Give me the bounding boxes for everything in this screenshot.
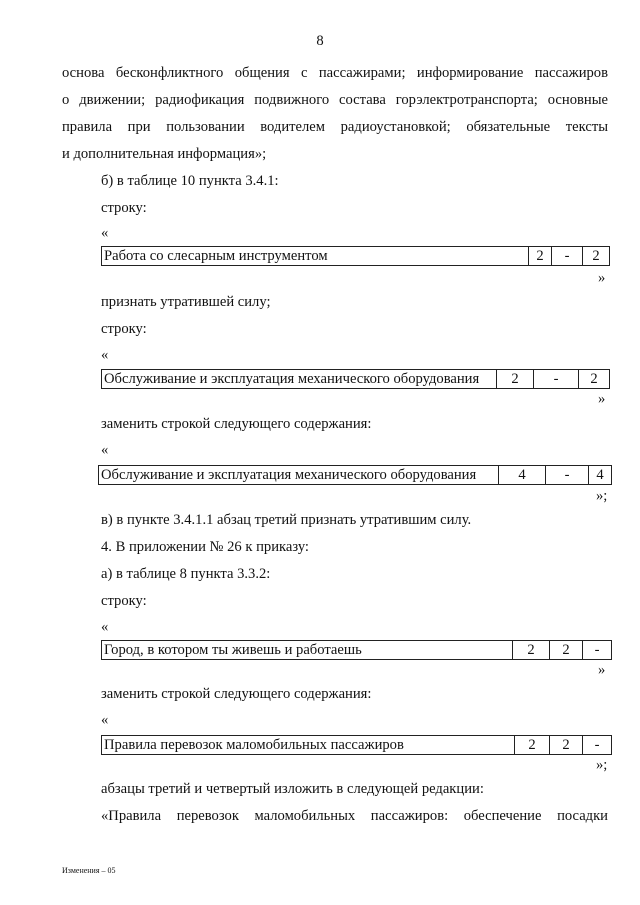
table-row-2 xyxy=(101,369,610,389)
table-row-2-cell-1: 2 xyxy=(496,370,533,388)
table-row-5-cell-2: 2 xyxy=(549,736,582,754)
table-row-2-cell-2: - xyxy=(533,370,578,388)
table-row-2-cell-3: 2 xyxy=(578,370,609,388)
table-row-5 xyxy=(101,735,612,755)
stroku-label-3: строку: xyxy=(101,593,147,609)
quote-open-1: « xyxy=(101,225,109,241)
table-row-3-cell-2: - xyxy=(545,466,588,484)
table-row-3-cell-1: 4 xyxy=(498,466,545,484)
quote-close-1: » xyxy=(598,270,606,286)
quote-open-2: « xyxy=(101,347,109,363)
footer-note: Изменения – 05 xyxy=(62,866,116,875)
intro-line-1: основа бесконфликтного общения с пассажирами; информирование пассажиров xyxy=(62,65,608,81)
stroku-label-1: строку: xyxy=(101,200,147,216)
page-number: 8 xyxy=(316,33,324,49)
table-row-2-name: Обслуживание и эксплуатация механического оборудования xyxy=(104,370,480,387)
paragraph-lost-force: признать утратившей силу; xyxy=(101,294,271,310)
intro-line-2: о движении; радиофикация подвижного состава горэлектротранспорта; основные xyxy=(62,92,608,108)
table-row-4-cell-3: - xyxy=(582,641,611,659)
table-row-5-cell-1: 2 xyxy=(514,736,549,754)
paragraph-replace-1: заменить строкой следующего содержания: xyxy=(101,416,372,432)
table-row-3-name: Обслуживание и эксплуатация механического оборудования xyxy=(101,466,477,483)
quote-close-5: »; xyxy=(596,757,608,773)
stroku-label-2: строку: xyxy=(101,321,147,337)
quote-close-2: » xyxy=(598,391,606,407)
paragraph-abzacy: абзацы третий и четвертый изложить в следующей редакции: xyxy=(101,781,484,797)
table-row-5-name: Правила перевозок маломобильных пассажиров xyxy=(104,736,404,753)
table-row-1-name: Работа со слесарным инструментом xyxy=(104,247,328,264)
quote-close-4: » xyxy=(598,662,606,678)
table-row-1 xyxy=(101,246,610,266)
paragraph-4: 4. В приложении № 26 к приказу: xyxy=(101,539,309,555)
paragraph-a: а) в таблице 8 пункта 3.3.2: xyxy=(101,566,271,582)
table-row-3-cell-3: 4 xyxy=(588,466,611,484)
table-row-3 xyxy=(98,465,612,485)
table-row-4-cell-2: 2 xyxy=(549,641,582,659)
table-row-5-cell-3: - xyxy=(582,736,611,754)
paragraph-b: б) в таблице 10 пункта 3.4.1: xyxy=(101,173,279,189)
paragraph-last: «Правила перевозок маломобильных пассажиров: обеспечение посадки xyxy=(101,808,608,824)
paragraph-v: в) в пункте 3.4.1.1 абзац третий признать утратившим силу. xyxy=(101,512,472,528)
intro-line-3: правила при пользовании водителем радиоустановкой; обязательные тексты xyxy=(62,119,608,135)
quote-open-5: « xyxy=(101,712,109,728)
quote-open-3: « xyxy=(101,442,109,458)
table-row-4-cell-1: 2 xyxy=(512,641,549,659)
table-row-4 xyxy=(101,640,612,660)
quote-close-3: »; xyxy=(596,488,608,504)
table-row-4-name: Город, в котором ты живешь и работаешь xyxy=(104,641,362,658)
table-row-1-cell-1: 2 xyxy=(528,247,551,265)
table-row-1-cell-2: - xyxy=(551,247,582,265)
table-row-1-cell-3: 2 xyxy=(582,247,609,265)
quote-open-4: « xyxy=(101,619,109,635)
intro-line-4: и дополнительная информация»; xyxy=(62,146,267,162)
paragraph-replace-2: заменить строкой следующего содержания: xyxy=(101,686,372,702)
